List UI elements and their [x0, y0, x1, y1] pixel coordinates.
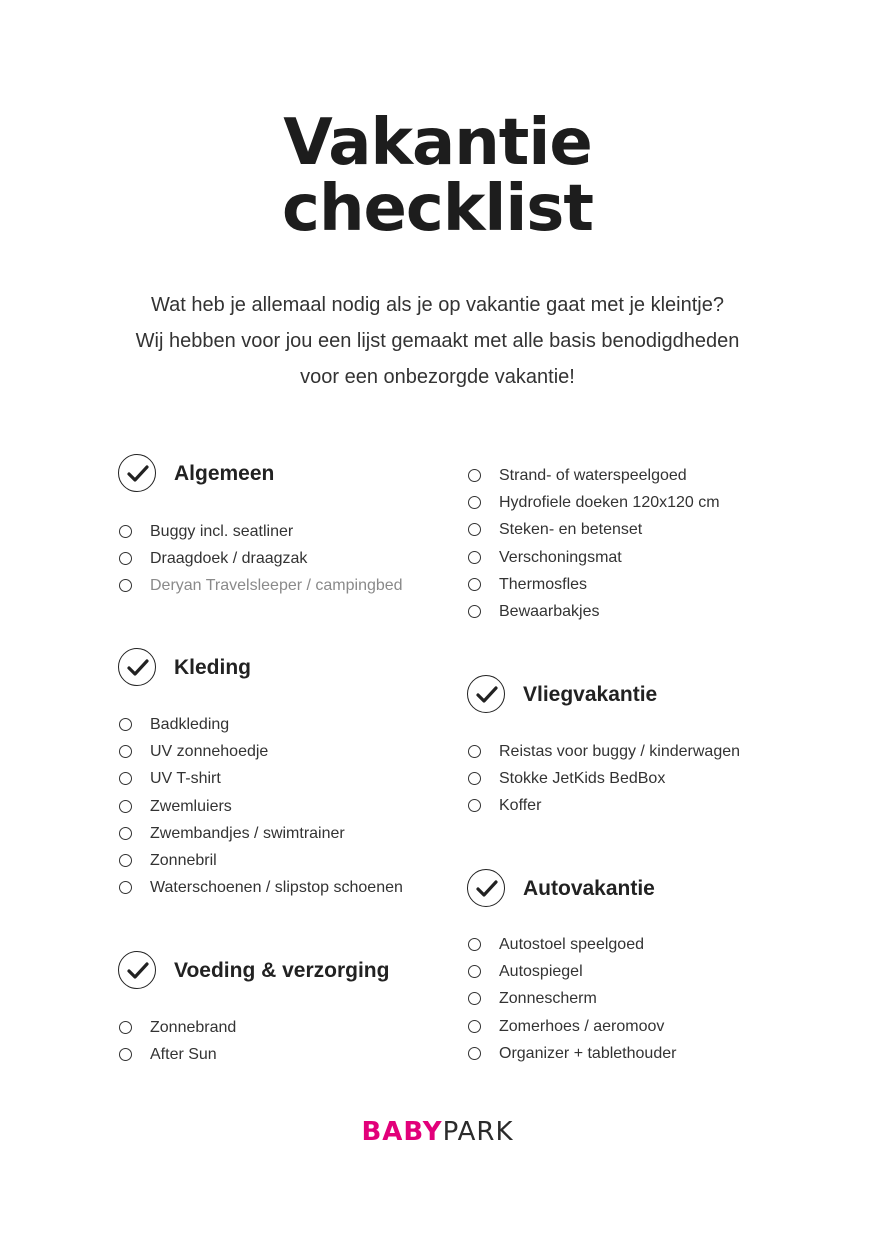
checkbox-circle-icon[interactable] [119, 579, 132, 592]
checkbox-circle-icon[interactable] [468, 578, 481, 591]
logo-part-park: PARK [442, 1117, 514, 1147]
checklist-item[interactable]: Bewaarbakjes [467, 598, 807, 625]
checkbox-circle-icon[interactable] [119, 772, 132, 785]
checklist [118, 1014, 458, 1068]
checklist [118, 711, 458, 901]
checkbox-circle-icon[interactable] [119, 718, 132, 731]
section-title: Voeding & verzorging [174, 959, 390, 982]
checkbox-circle-icon[interactable] [468, 938, 481, 951]
checklist-item[interactable]: Zwemluiers [118, 793, 458, 820]
checkmark-icon [118, 648, 156, 686]
checkbox-circle-icon[interactable] [468, 1020, 481, 1033]
checklist-item[interactable]: Steken- en betenset [467, 516, 807, 543]
checklist-item[interactable]: Draagdoek / draagzak [118, 545, 458, 572]
checklist-item[interactable]: Waterschoenen / slipstop schoenen [118, 874, 458, 901]
logo-part-baby: BABY [361, 1117, 443, 1147]
checklist-item[interactable]: Thermosfles [467, 571, 807, 598]
checkbox-circle-icon[interactable] [468, 745, 481, 758]
checkbox-circle-icon[interactable] [119, 800, 132, 813]
section-header [467, 675, 807, 717]
checkbox-circle-icon[interactable] [119, 745, 132, 758]
checklist-item[interactable]: Zonnebrand [118, 1014, 458, 1041]
section-algemeen [118, 454, 458, 600]
checkmark-icon [467, 869, 505, 907]
title-line-1: Vakantie [283, 106, 592, 180]
checklist-item[interactable]: Verschoningsmat [467, 544, 807, 571]
checkbox-circle-icon[interactable] [119, 1021, 132, 1034]
checklist-item[interactable]: Autospiegel [467, 958, 807, 985]
section-header [118, 951, 458, 993]
checkbox-circle-icon[interactable] [468, 496, 481, 509]
checkmark-icon [467, 675, 505, 713]
checklist-item[interactable]: Reistas voor buggy / kinderwagen [467, 738, 807, 765]
section-vliegvakantie [467, 675, 807, 820]
checkbox-circle-icon[interactable] [468, 772, 481, 785]
checkbox-circle-icon[interactable] [468, 965, 481, 978]
checkmark-icon [118, 454, 156, 492]
checkbox-circle-icon[interactable] [468, 551, 481, 564]
checklist [467, 931, 807, 1067]
section-voeding-continued [467, 462, 807, 625]
checklist-item[interactable]: Organizer + tablethouder [467, 1040, 807, 1067]
checkbox-circle-icon[interactable] [468, 799, 481, 812]
section-header [118, 454, 458, 496]
checkmark-icon [118, 951, 156, 989]
section-title: Autovakantie [523, 877, 655, 900]
checkbox-circle-icon[interactable] [468, 992, 481, 1005]
checklist-item[interactable]: Zonnescherm [467, 985, 807, 1012]
checkbox-circle-icon[interactable] [119, 827, 132, 840]
checklist [118, 518, 458, 600]
checklist-item[interactable]: UV zonnehoedje [118, 738, 458, 765]
babypark-logo [0, 1117, 875, 1147]
checkbox-circle-icon[interactable] [119, 525, 132, 538]
checkbox-circle-icon[interactable] [468, 605, 481, 618]
checklist [467, 738, 807, 820]
intro-line-1: Wat heb je allemaal nodig als je op vakantie gaat met je kleintje? [151, 294, 724, 316]
section-autovakantie [467, 869, 807, 1067]
checklist-item[interactable]: Zomerhoes / aeromoov [467, 1013, 807, 1040]
section-title: Vliegvakantie [523, 683, 658, 706]
title-line-2: checklist [282, 172, 593, 246]
checklist-item[interactable]: After Sun [118, 1041, 458, 1068]
intro-text [0, 287, 875, 395]
checklist-item[interactable]: Buggy incl. seatliner [118, 518, 458, 545]
section-voeding-verzorging [118, 951, 458, 1068]
section-title: Algemeen [174, 462, 275, 485]
page-title [0, 106, 875, 246]
checklist-item[interactable]: Autostoel speelgoed [467, 931, 807, 958]
checklist-item[interactable]: Deryan Travelsleeper / campingbed [118, 572, 458, 599]
section-header [118, 648, 458, 690]
checklist-item[interactable]: Zonnebril [118, 847, 458, 874]
checkbox-circle-icon[interactable] [468, 469, 481, 482]
intro-line-2: Wij hebben voor jou een lijst gemaakt met alle basis benodigdheden [135, 330, 740, 352]
checkbox-circle-icon[interactable] [468, 1047, 481, 1060]
checklist-item[interactable]: Koffer [467, 792, 807, 819]
checkbox-circle-icon[interactable] [119, 1048, 132, 1061]
checklist-item[interactable]: Strand- of waterspeelgoed [467, 462, 807, 489]
checklist [467, 462, 807, 625]
checkbox-circle-icon[interactable] [119, 552, 132, 565]
section-kleding [118, 648, 458, 901]
section-header [467, 869, 807, 911]
checklist-item[interactable]: Stokke JetKids BedBox [467, 765, 807, 792]
checklist-item[interactable]: UV T-shirt [118, 765, 458, 792]
intro-line-3: voor een onbezorgde vakantie! [300, 366, 575, 388]
section-title: Kleding [174, 656, 251, 679]
checklist-item[interactable]: Badkleding [118, 711, 458, 738]
checklist-item[interactable]: Hydrofiele doeken 120x120 cm [467, 489, 807, 516]
checklist-item[interactable]: Zwembandjes / swimtrainer [118, 820, 458, 847]
checkbox-circle-icon[interactable] [468, 523, 481, 536]
checkbox-circle-icon[interactable] [119, 854, 132, 867]
checkbox-circle-icon[interactable] [119, 881, 132, 894]
